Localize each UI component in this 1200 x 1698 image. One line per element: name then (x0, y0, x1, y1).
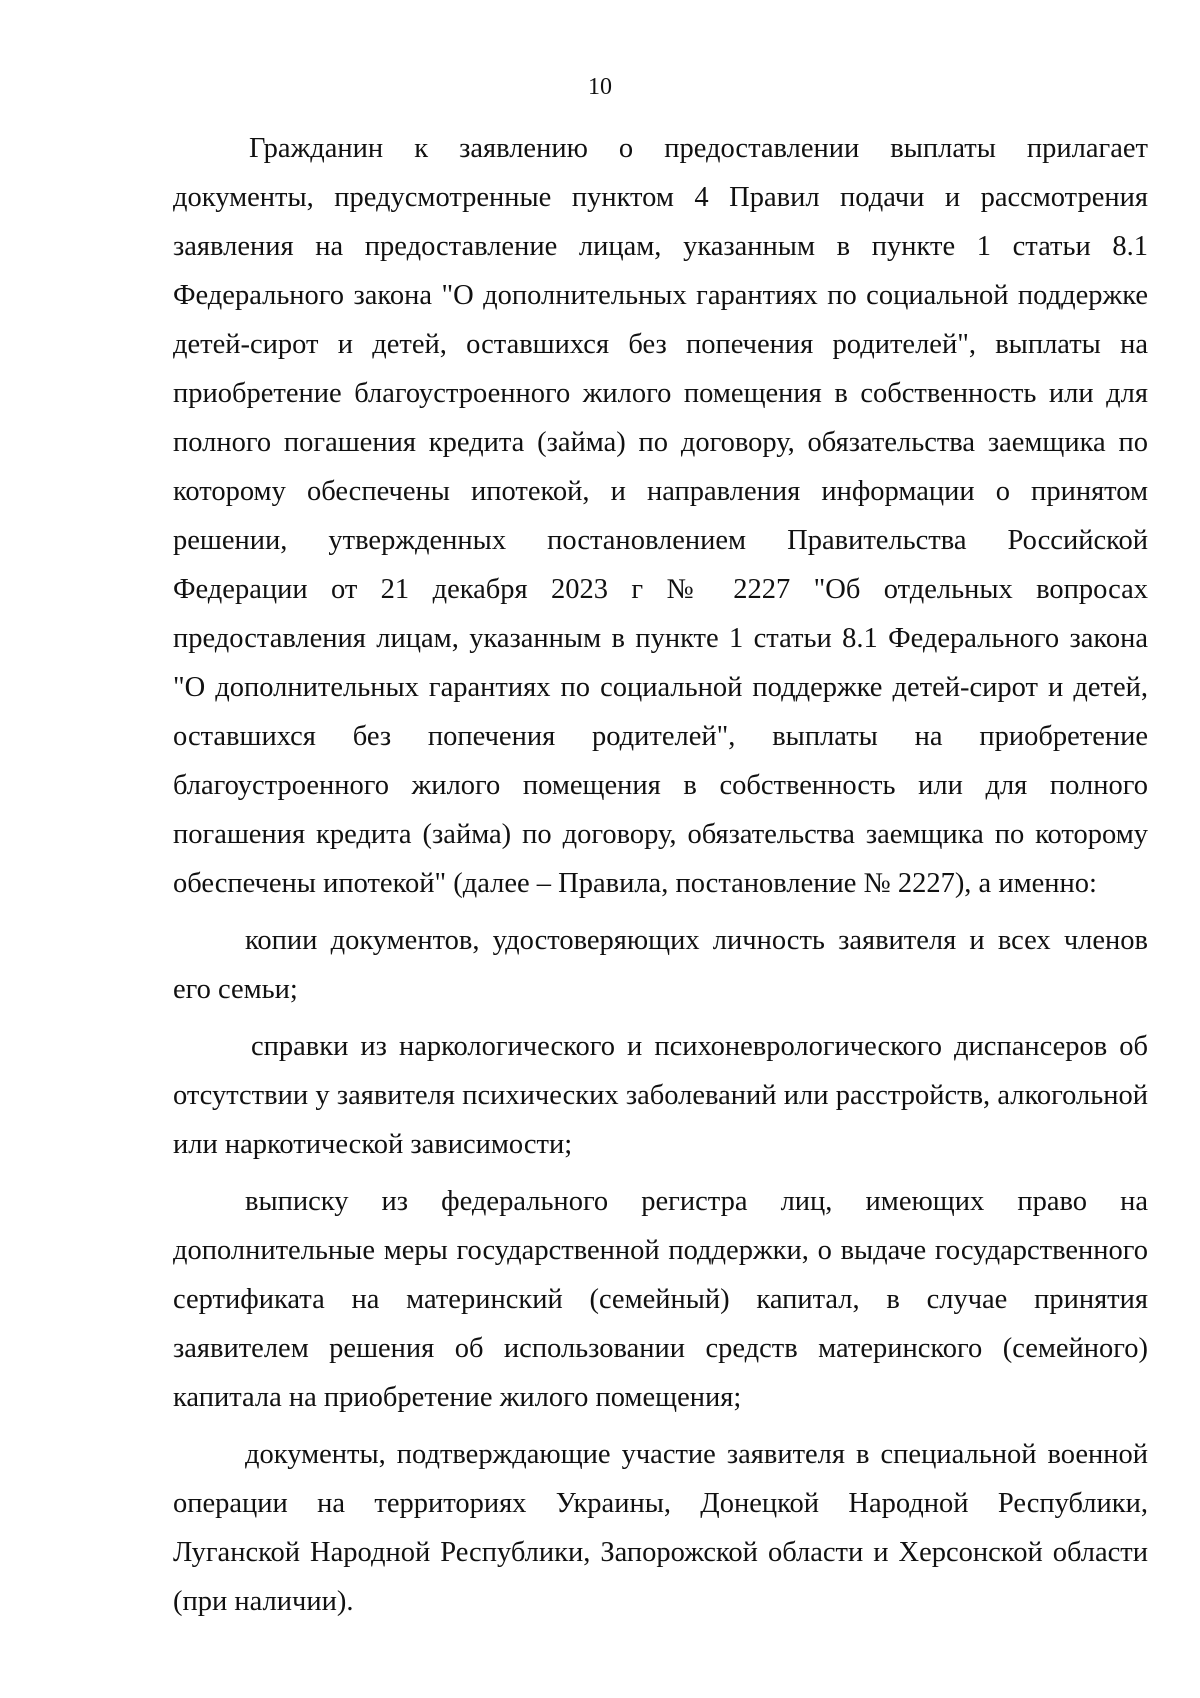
paragraph-medical-certificates: справки из наркологического и психоневрологического диспансеров об отсутствии у заявителя психических заболеваний или расстройств, алкогольной или наркотической зависимости; (173, 1031, 1148, 1160)
paragraph-documents-intro: Гражданин к заявлению о предоставлении выплаты прилагает документы, предусмотренные пунктом 4 Правил подачи и рассмотрения заявления на предоставление лицам, указанным в пункте 1 статьи 8.1 Федерального закона "О дополнительных гарантиях по социальной поддержке детей-сирот и детей, оставшихся без попечения родителей", выплаты на приобретение благоустроенного жилого помещения в собственность или для полного погашения кредита (займа) по договору, обязательства заемщика по которому обеспечены ипотекой, и направления информации о принятом решении, утвержденных постановлением Правительства Российской Федерации от 21 декабря 2023 г № 2227 "Об отдельных вопросах предоставления лицам, указанным в пункте 1 статьи 8.1 Федерального закона "О дополнительных гарантиях по социальной поддержке детей-сирот и детей, оставшихся без попечения родителей", выплаты на приобретение благоустроенного жилого помещения в собственность или для полного погашения кредита (займа) по договору, обязательства заемщика по которому обеспечены ипотекой" (далее – Правила, постановление № 2227), а именно: (173, 133, 1148, 899)
paragraph-identity-copies: копии документов, удостоверяющих личность заявителя и всех членов его семьи; (173, 925, 1148, 1005)
paragraph-federal-register-extract: выписку из федерального регистра лиц, имеющих право на дополнительные меры государственной поддержки, о выдаче государственного сертификата на материнский (семейный) капитал, в случае принятия заявителем решения об использовании средств материнского (семейного) капитала на приобретение жилого помещения; (173, 1186, 1148, 1413)
page-number: 10 (588, 74, 612, 100)
paragraph-military-participation-documents: документы, подтверждающие участие заявителя в специальной военной операции на территориях Украины, Донецкой Народной Республики, Луганской Народной Республики, Запорожской области и Херсонской области (при наличии). (173, 1439, 1148, 1617)
document-body (173, 124, 1148, 1626)
